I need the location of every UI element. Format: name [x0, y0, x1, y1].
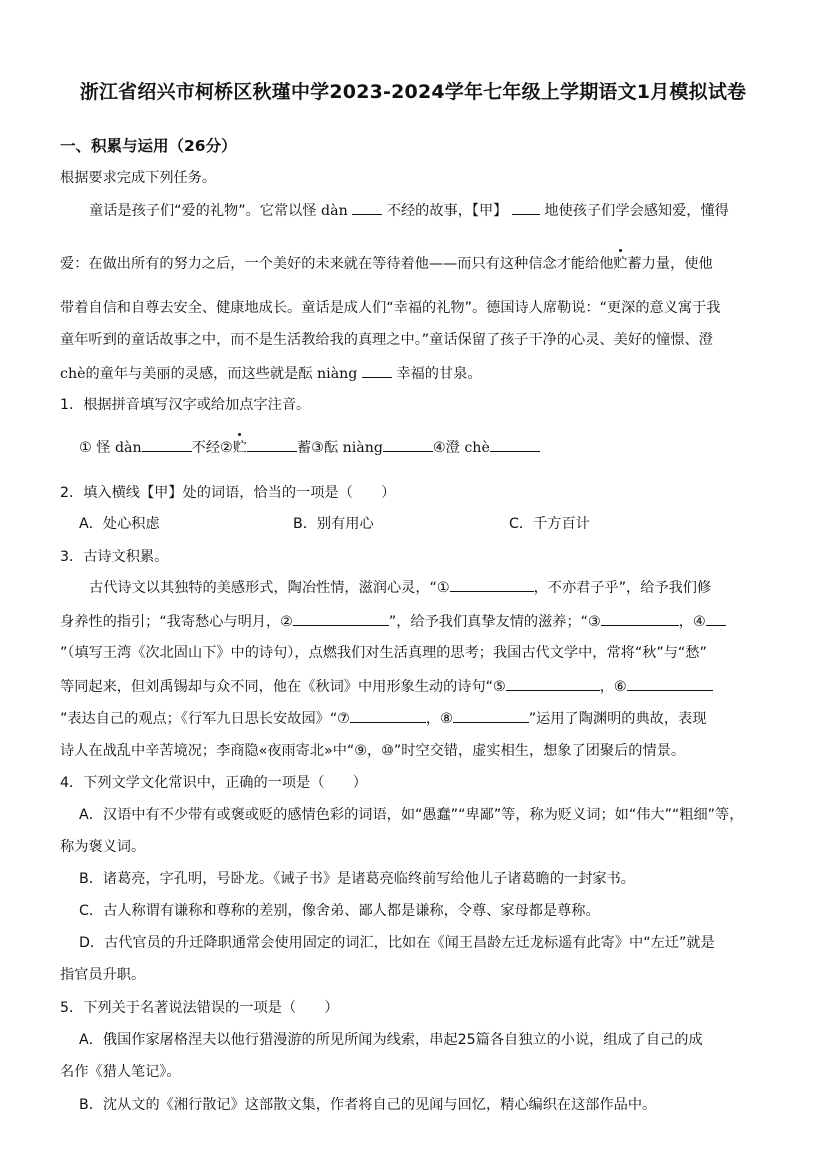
option-b[interactable]: B．诸葛亮，字孔明，号卧龙。《诫子书》是诸葛亮临终前写给他儿子诸葛瞻的一封家书。 — [79, 871, 635, 887]
answer-blank-1[interactable] — [142, 437, 192, 452]
option-a[interactable]: A．处心积虑 — [79, 516, 160, 532]
passage-line-2: 爱：在做出所有的努力之后，一个美好的未来就在等待着他——而只有这种信念才能给他贮蓄力量，使他 — [60, 256, 713, 272]
answer-blank[interactable] — [293, 611, 389, 626]
passage-line-3: 带着自信和自尊去安全、健康地成长。童话是成人们“幸福的礼物”。德国诗人席勒说：“更深的意义寓于我 — [60, 300, 721, 316]
passage-line-1: 童话是孩子们“爱的礼物”。它常以怪 dàn 不经的故事，【甲】 地使孩子们学会感知爱，懂得 — [89, 200, 729, 221]
page-title: 浙江省绍兴市柯桥区秋瑾中学2023-2024学年七年级上学期语文1月模拟试卷 — [79, 81, 747, 103]
answer-blank[interactable] — [706, 611, 726, 626]
option-c[interactable]: C．古人称谓有谦称和尊称的差别，像舍弟、鄙人都是谦称，令尊、家母都是尊称。 — [79, 903, 600, 919]
question-2-stem: 2．填入横线【甲】处的词语，恰当的一项是（ ） — [60, 485, 396, 501]
dotted-char: 贮 — [613, 256, 628, 272]
answer-blank-3[interactable] — [383, 437, 433, 452]
pinyin-dan: dàn — [321, 203, 348, 219]
question-3-line-3: ”（填写王湾《次北固山下》中的诗句），点燃我们对生活真理的思考；我国古代文学中，常将“秋”与“愁” — [60, 645, 707, 661]
blank[interactable] — [352, 200, 382, 215]
answer-blank-2[interactable] — [247, 437, 297, 452]
option-a-cont: 名作《猎人笔记》。 — [60, 1064, 181, 1080]
answer-blank[interactable] — [453, 708, 529, 723]
question-1-answers: ① 怪 dàn 不经②贮 蓄③酝 niàng ④澄 chè — [79, 437, 540, 458]
question-3-line-6: 诗人在战乱中辛苦境况；李商隐«夜雨寄北»中“⑨，⑩”时空交错，虚实相生，想象了团聚后的情景。 — [60, 743, 686, 759]
answer-blank[interactable] — [450, 577, 534, 592]
pinyin-niang: niàng — [317, 366, 358, 382]
answer-blank-4[interactable] — [490, 437, 540, 452]
question-3-line-2: 身养性的指引；“我寄愁心与明月，② ”，给予我们真挚友情的滋养；“③ ，④ — [60, 611, 726, 632]
option-b[interactable]: B．别有用心 — [293, 516, 374, 532]
option-a[interactable]: A．俄国作家屠格涅夫以他行猎漫游的所见所闻为线索，串起25篇各自独立的小说，组成了自己的成 — [79, 1032, 703, 1048]
option-b[interactable]: B．沈从文的《湘行散记》这部散文集，作者将自己的见闻与回忆，精心编织在这部作品中。 — [79, 1097, 657, 1113]
answer-blank[interactable] — [506, 676, 600, 691]
answer-blank[interactable] — [627, 676, 713, 691]
question-4-stem: 4．下列文学文化常识中，正确的一项是（ ） — [60, 775, 367, 791]
question-1-stem: 1．根据拼音填写汉字或给加点字注音。 — [60, 397, 311, 413]
blank-jia[interactable] — [512, 200, 540, 215]
question-3-line-4: 等同起来，但刘禹锡却与众不同，他在《秋词》中用形象生动的诗句“⑤ ，⑥ — [60, 676, 713, 697]
answer-blank[interactable] — [350, 708, 426, 723]
answer-blank[interactable] — [601, 611, 679, 626]
option-d[interactable]: D．古代官员的升迁降职通常会使用固定的词汇，比如在《闻王昌龄左迁龙标遥有此寄》中“左迁”就是 — [79, 935, 715, 951]
passage-line-4: 童年听到的童话故事之中，而不是生活教给我的真理之中。”童话保留了孩子干净的心灵、美好的憧憬、澄 — [60, 332, 713, 348]
question-5-stem: 5．下列关于名著说法错误的一项是（ ） — [60, 1000, 339, 1016]
option-a-cont: 称为褒义词。 — [60, 839, 146, 855]
option-d-cont: 指官员升职。 — [60, 967, 146, 983]
option-a[interactable]: A．汉语中有不少带有或褒或贬的感情色彩的词语，如“愚蠢”“卑鄙”等，称为贬义词；如“伟大”“粗细”等， — [79, 807, 744, 823]
question-3-line-5: ”表达自己的观点；《行军九日思长安故园》“⑦ ，⑧ ”运用了陶渊明的典故，表现 — [60, 708, 706, 729]
section-instruction: 根据要求完成下列任务。 — [60, 170, 217, 186]
section-heading: 一、积累与运用（26分） — [60, 137, 237, 155]
option-c[interactable]: C．千方百计 — [509, 516, 590, 532]
blank[interactable] — [362, 363, 392, 378]
question-3-stem: 3．古诗文积累。 — [60, 549, 169, 565]
passage-line-5: chè的童年与美丽的灵感，而这些就是酝 niàng 幸福的甘泉。 — [60, 363, 482, 384]
question-3-line-1: 古代诗文以其独特的美感形式，陶冶性情，滋润心灵，“① ，不亦君子乎”，给予我们修 — [89, 577, 711, 598]
